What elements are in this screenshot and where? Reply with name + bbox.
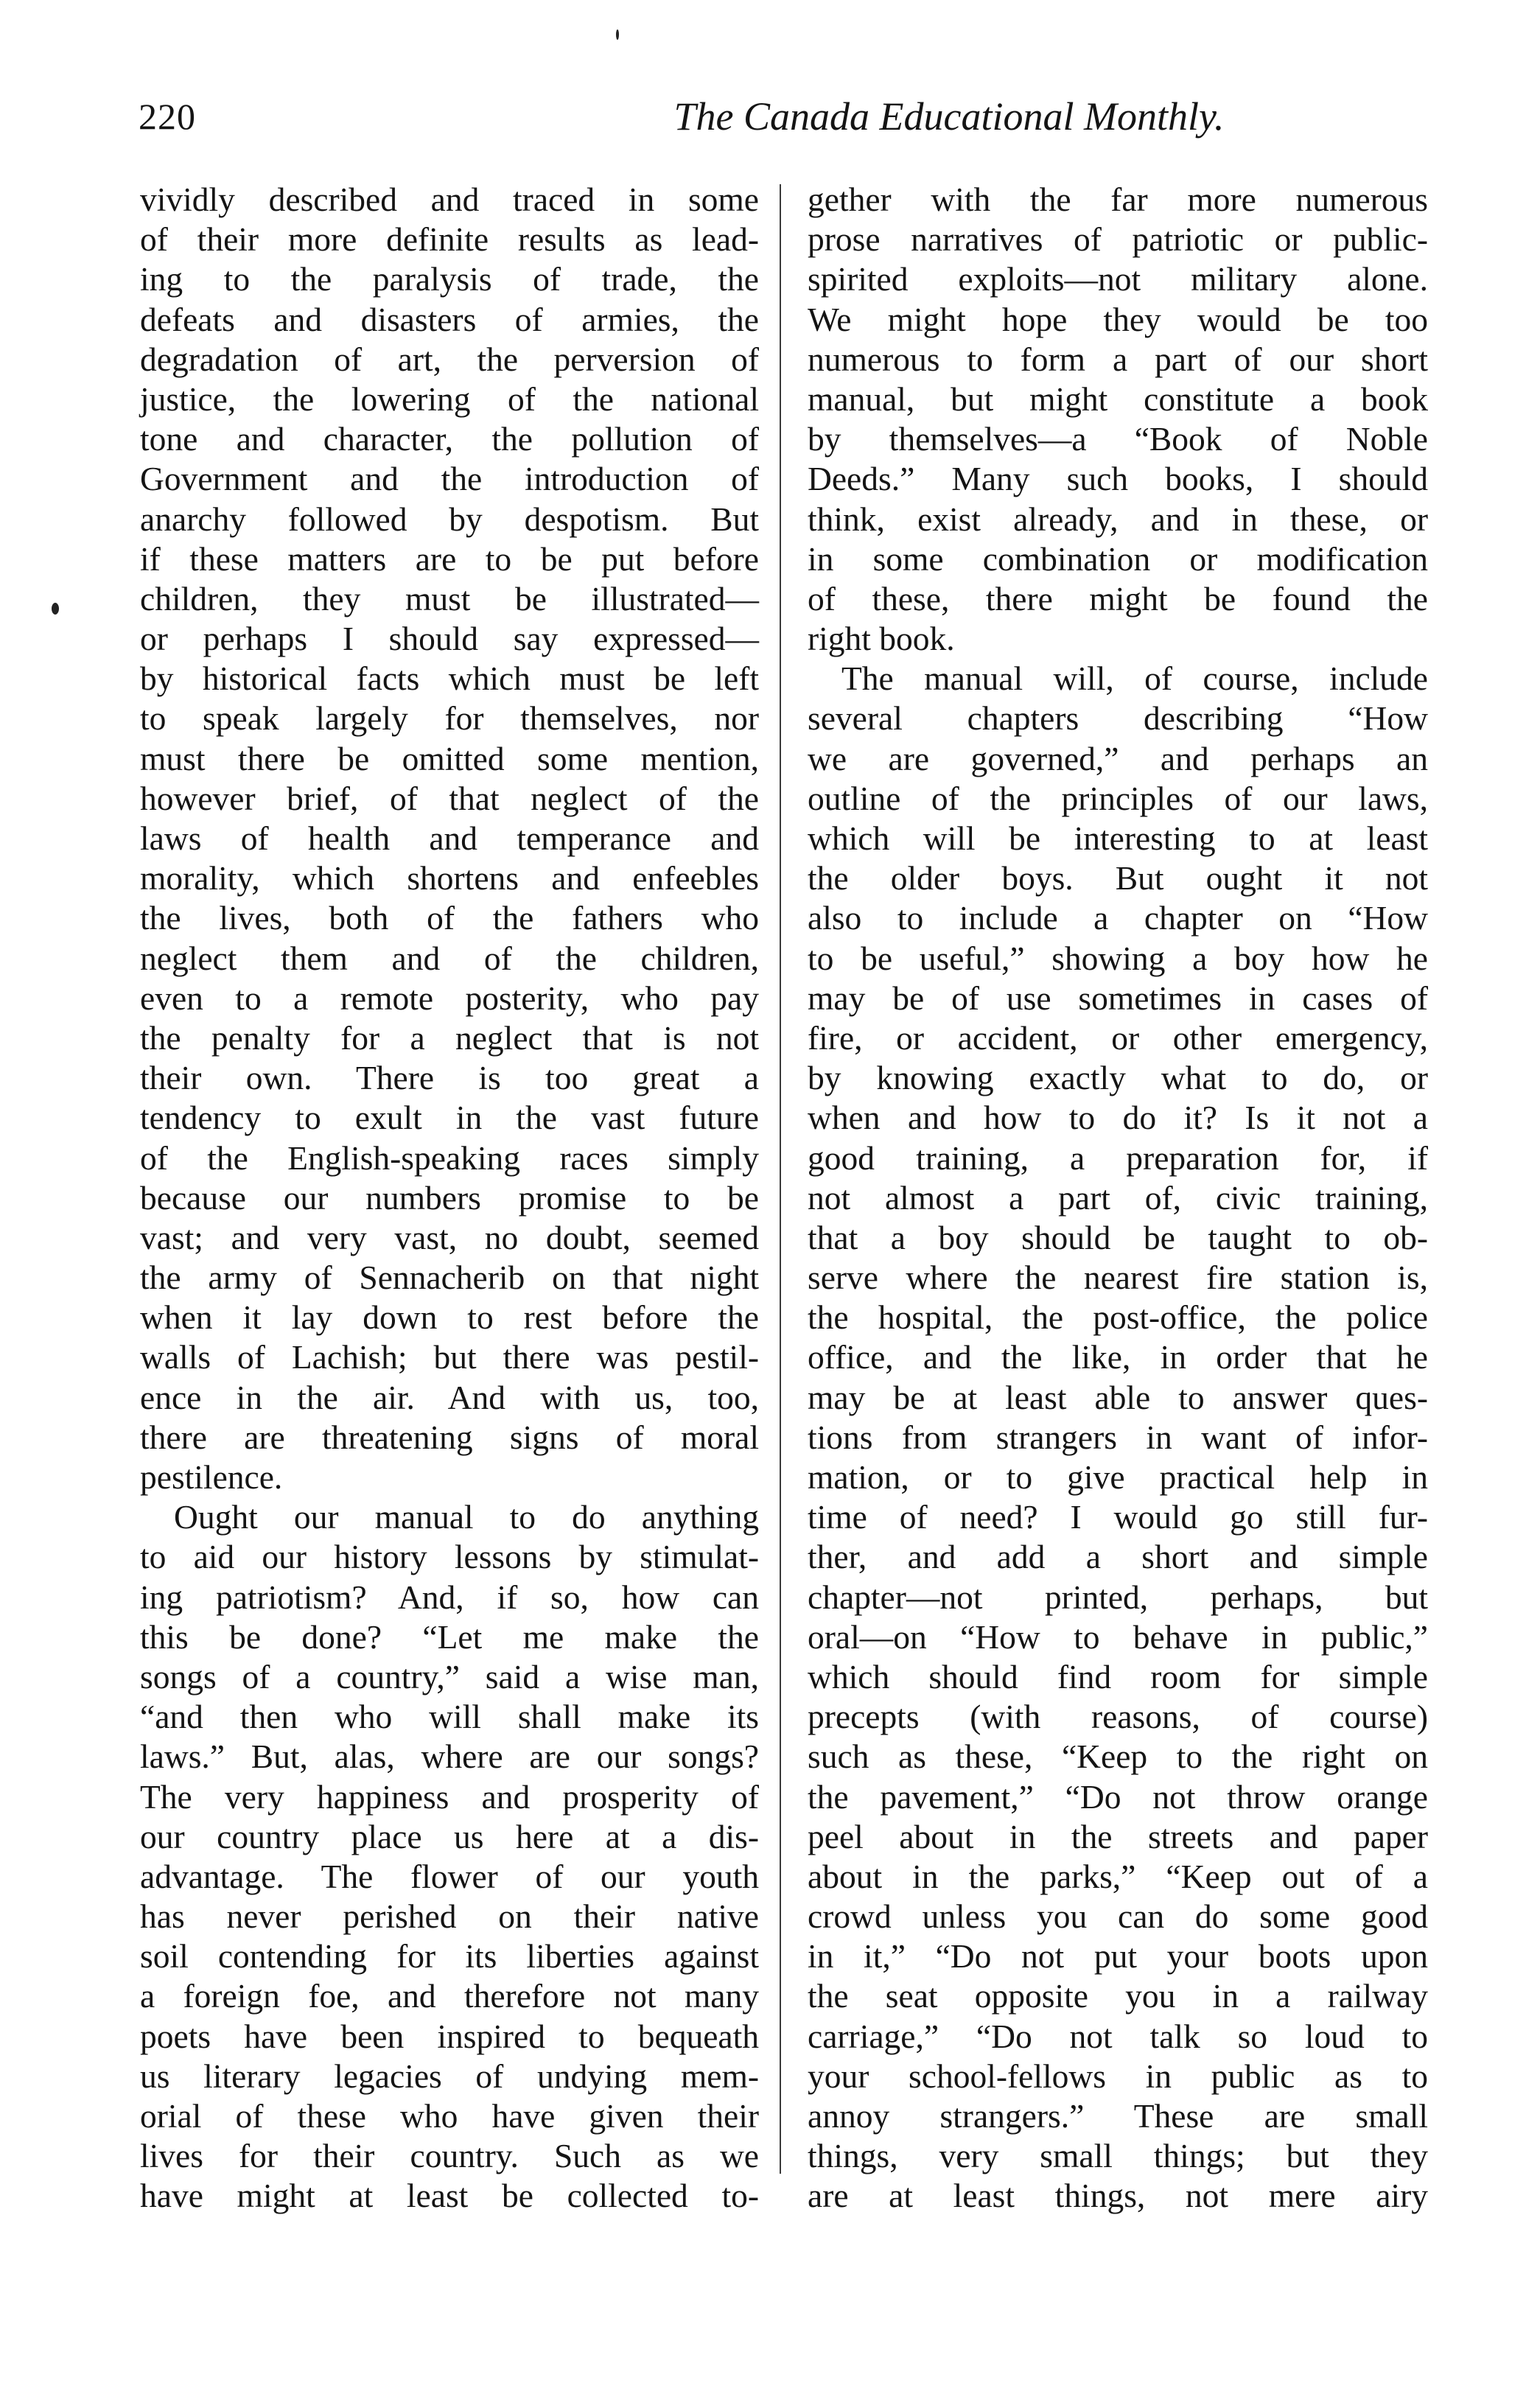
text-line: time of need? I would go still fur- xyxy=(808,1498,1428,1536)
text-line: oral—on “How to behave in public,” xyxy=(808,1617,1428,1656)
text-line: however brief, of that neglect of the xyxy=(140,779,759,817)
text-line: ence in the air. And with us, too, xyxy=(140,1378,759,1416)
text-line: poets have been inspired to bequeath xyxy=(140,2017,759,2055)
ink-speck-top xyxy=(616,29,619,40)
text-line: have might at least be collected to- xyxy=(140,2177,759,2215)
text-line: several chapters describing “How xyxy=(808,699,1428,738)
text-line: the hospital, the post-office, the police xyxy=(808,1298,1428,1337)
text-line: think, exist already, and in these, or xyxy=(808,500,1428,538)
text-line: such as these, “Keep to the right on xyxy=(808,1738,1428,1776)
ink-speck-margin xyxy=(52,603,59,615)
text-line: to aid our history lessons by stimulat- xyxy=(140,1538,759,1576)
text-line: orial of these who have given their xyxy=(140,2097,759,2135)
page-header xyxy=(139,87,1422,146)
text-line: Government and the introduction of xyxy=(140,460,759,498)
text-line: to speak largely for themselves, nor xyxy=(140,699,759,738)
text-line: manual, but might constitute a book xyxy=(808,379,1428,418)
text-line: tions from strangers in want of infor- xyxy=(808,1418,1428,1456)
text-line: that a boy should be taught to ob- xyxy=(808,1218,1428,1256)
text-line: degradation of art, the perversion of xyxy=(140,340,759,378)
text-line: must there be omitted some mention, xyxy=(140,739,759,777)
text-line: soil contending for its liberties against xyxy=(140,1937,759,1976)
text-line: office, and the like, in order that he xyxy=(808,1338,1428,1376)
text-line: your school-fellows in public as to xyxy=(808,2057,1428,2095)
text-line: laws.” But, alas, where are our songs? xyxy=(140,1738,759,1776)
running-title: The Canada Educational Monthly. xyxy=(673,94,1225,139)
text-line: Deeds.” Many such books, I should xyxy=(808,460,1428,498)
text-line: of their more definite results as lead- xyxy=(140,220,759,259)
text-line: numerous to form a part of our short xyxy=(808,340,1428,378)
text-line: to be useful,” showing a boy how he xyxy=(808,939,1428,977)
text-line: tendency to exult in the vast future xyxy=(140,1099,759,1137)
text-line: may be at least able to answer ques- xyxy=(808,1378,1428,1416)
text-line: by themselves—a “Book of Noble xyxy=(808,420,1428,458)
text-line: because our numbers promise to be xyxy=(140,1178,759,1217)
text-line: has never perished on their native xyxy=(140,1897,759,1936)
text-line: justice, the lowering of the national xyxy=(140,379,759,418)
text-line: when and how to do it? Is it not a xyxy=(808,1099,1428,1137)
right-column xyxy=(808,180,1428,2216)
text-line: are at least things, not mere airy xyxy=(808,2177,1428,2215)
text-line: anarchy followed by despotism. But xyxy=(140,500,759,538)
text-line: lives for their country. Such as we xyxy=(140,2137,759,2175)
text-line: outline of the principles of our laws, xyxy=(808,779,1428,817)
paragraph-start-line: Ought our manual to do anything xyxy=(174,1498,759,1536)
text-line: ing patriotism? And, if so, how can xyxy=(140,1578,759,1616)
text-line: the lives, both of the fathers who xyxy=(140,899,759,937)
page-number: 220 xyxy=(139,96,196,137)
text-line: peel about in the streets and paper xyxy=(808,1817,1428,1855)
text-line: vividly described and traced in some xyxy=(140,181,759,218)
text-line: good training, a preparation for, if xyxy=(808,1138,1428,1177)
text-line: in some combination or modification xyxy=(808,539,1428,578)
text-line: the seat opposite you in a railway xyxy=(808,1977,1428,2015)
text-line: defeats and disasters of armies, the xyxy=(140,300,759,338)
text-line: the army of Sennacherib on that night xyxy=(140,1259,759,1297)
text-line: or perhaps I should say expressed— xyxy=(140,620,759,658)
text-line: this be done? “Let me make the xyxy=(140,1617,759,1656)
text-line: we are governed,” and perhaps an xyxy=(808,739,1428,777)
text-line: may be of use sometimes in cases of xyxy=(808,979,1428,1017)
text-line: chapter—not printed, perhaps, but xyxy=(808,1578,1428,1616)
text-line: neglect them and of the children, xyxy=(140,939,759,977)
text-line: laws of health and temperance and xyxy=(140,819,759,857)
text-line: which should find room for simple xyxy=(808,1657,1428,1696)
text-line: by knowing exactly what to do, or xyxy=(808,1059,1428,1097)
text-line: carriage,” “Do not talk so loud to xyxy=(808,2017,1428,2055)
paragraph-end-line: right book. xyxy=(808,620,955,658)
text-line: their own. There is too great a xyxy=(140,1059,759,1097)
text-line: gether with the far more numerous xyxy=(808,181,1428,218)
paragraph-end-line: pestilence. xyxy=(140,1458,283,1496)
text-line: vast; and very vast, no doubt, seemed xyxy=(140,1218,759,1256)
text-line: walls of Lachish; but there was pestil- xyxy=(140,1338,759,1376)
text-line: even to a remote posterity, who pay xyxy=(140,979,759,1017)
text-line: about in the parks,” “Keep out of a xyxy=(808,1857,1428,1895)
text-line: crowd unless you can do some good xyxy=(808,1897,1428,1936)
text-line: also to include a chapter on “How xyxy=(808,899,1428,937)
text-line: songs of a country,” said a wise man, xyxy=(140,1657,759,1696)
text-line: in it,” “Do not put your boots upon xyxy=(808,1937,1428,1976)
paragraph-start-line: The manual will, of course, include xyxy=(841,659,1428,698)
text-line: mation, or to give practical help in xyxy=(808,1458,1428,1496)
text-line: ther, and add a short and simple xyxy=(808,1538,1428,1576)
text-line: advantage. The flower of our youth xyxy=(140,1857,759,1895)
text-line: by historical facts which must be left xyxy=(140,659,759,698)
left-column xyxy=(140,180,759,2216)
text-line: there are threatening signs of moral xyxy=(140,1418,759,1456)
text-line: not almost a part of, civic training, xyxy=(808,1178,1428,1217)
column-divider xyxy=(780,184,781,2174)
text-line: when it lay down to rest before the xyxy=(140,1298,759,1337)
text-line: the pavement,” “Do not throw orange xyxy=(808,1777,1428,1816)
text-line: of these, there might be found the xyxy=(808,579,1428,617)
text-line: fire, or accident, or other emergency, xyxy=(808,1018,1428,1057)
text-line: if these matters are to be put before xyxy=(140,539,759,578)
text-line: tone and character, the pollution of xyxy=(140,420,759,458)
text-line: which will be interesting to at least xyxy=(808,819,1428,857)
text-line: The very happiness and prosperity of xyxy=(140,1777,759,1816)
text-line: ing to the paralysis of trade, the xyxy=(140,260,759,298)
text-line: the older boys. But ought it not xyxy=(808,859,1428,897)
text-line: prose narratives of patriotic or public- xyxy=(808,220,1428,259)
text-line: spirited exploits—not military alone. xyxy=(808,260,1428,298)
text-line: our country place us here at a dis- xyxy=(140,1817,759,1855)
text-line: us literary legacies of undying mem- xyxy=(140,2057,759,2095)
text-line: serve where the nearest fire station is, xyxy=(808,1259,1428,1297)
text-line: “and then who will shall make its xyxy=(140,1698,759,1736)
text-line: children, they must be illustrated— xyxy=(140,579,759,617)
text-line: morality, which shortens and enfeebles xyxy=(140,859,759,897)
text-line: precepts (with reasons, of course) xyxy=(808,1698,1428,1736)
text-line: things, very small things; but they xyxy=(808,2137,1428,2175)
text-line: We might hope they would be too xyxy=(808,300,1428,338)
text-line: annoy strangers.” These are small xyxy=(808,2097,1428,2135)
text-line: of the English-speaking races simply xyxy=(140,1138,759,1177)
text-line: a foreign foe, and therefore not many xyxy=(140,1977,759,2015)
text-line: the penalty for a neglect that is not xyxy=(140,1018,759,1057)
